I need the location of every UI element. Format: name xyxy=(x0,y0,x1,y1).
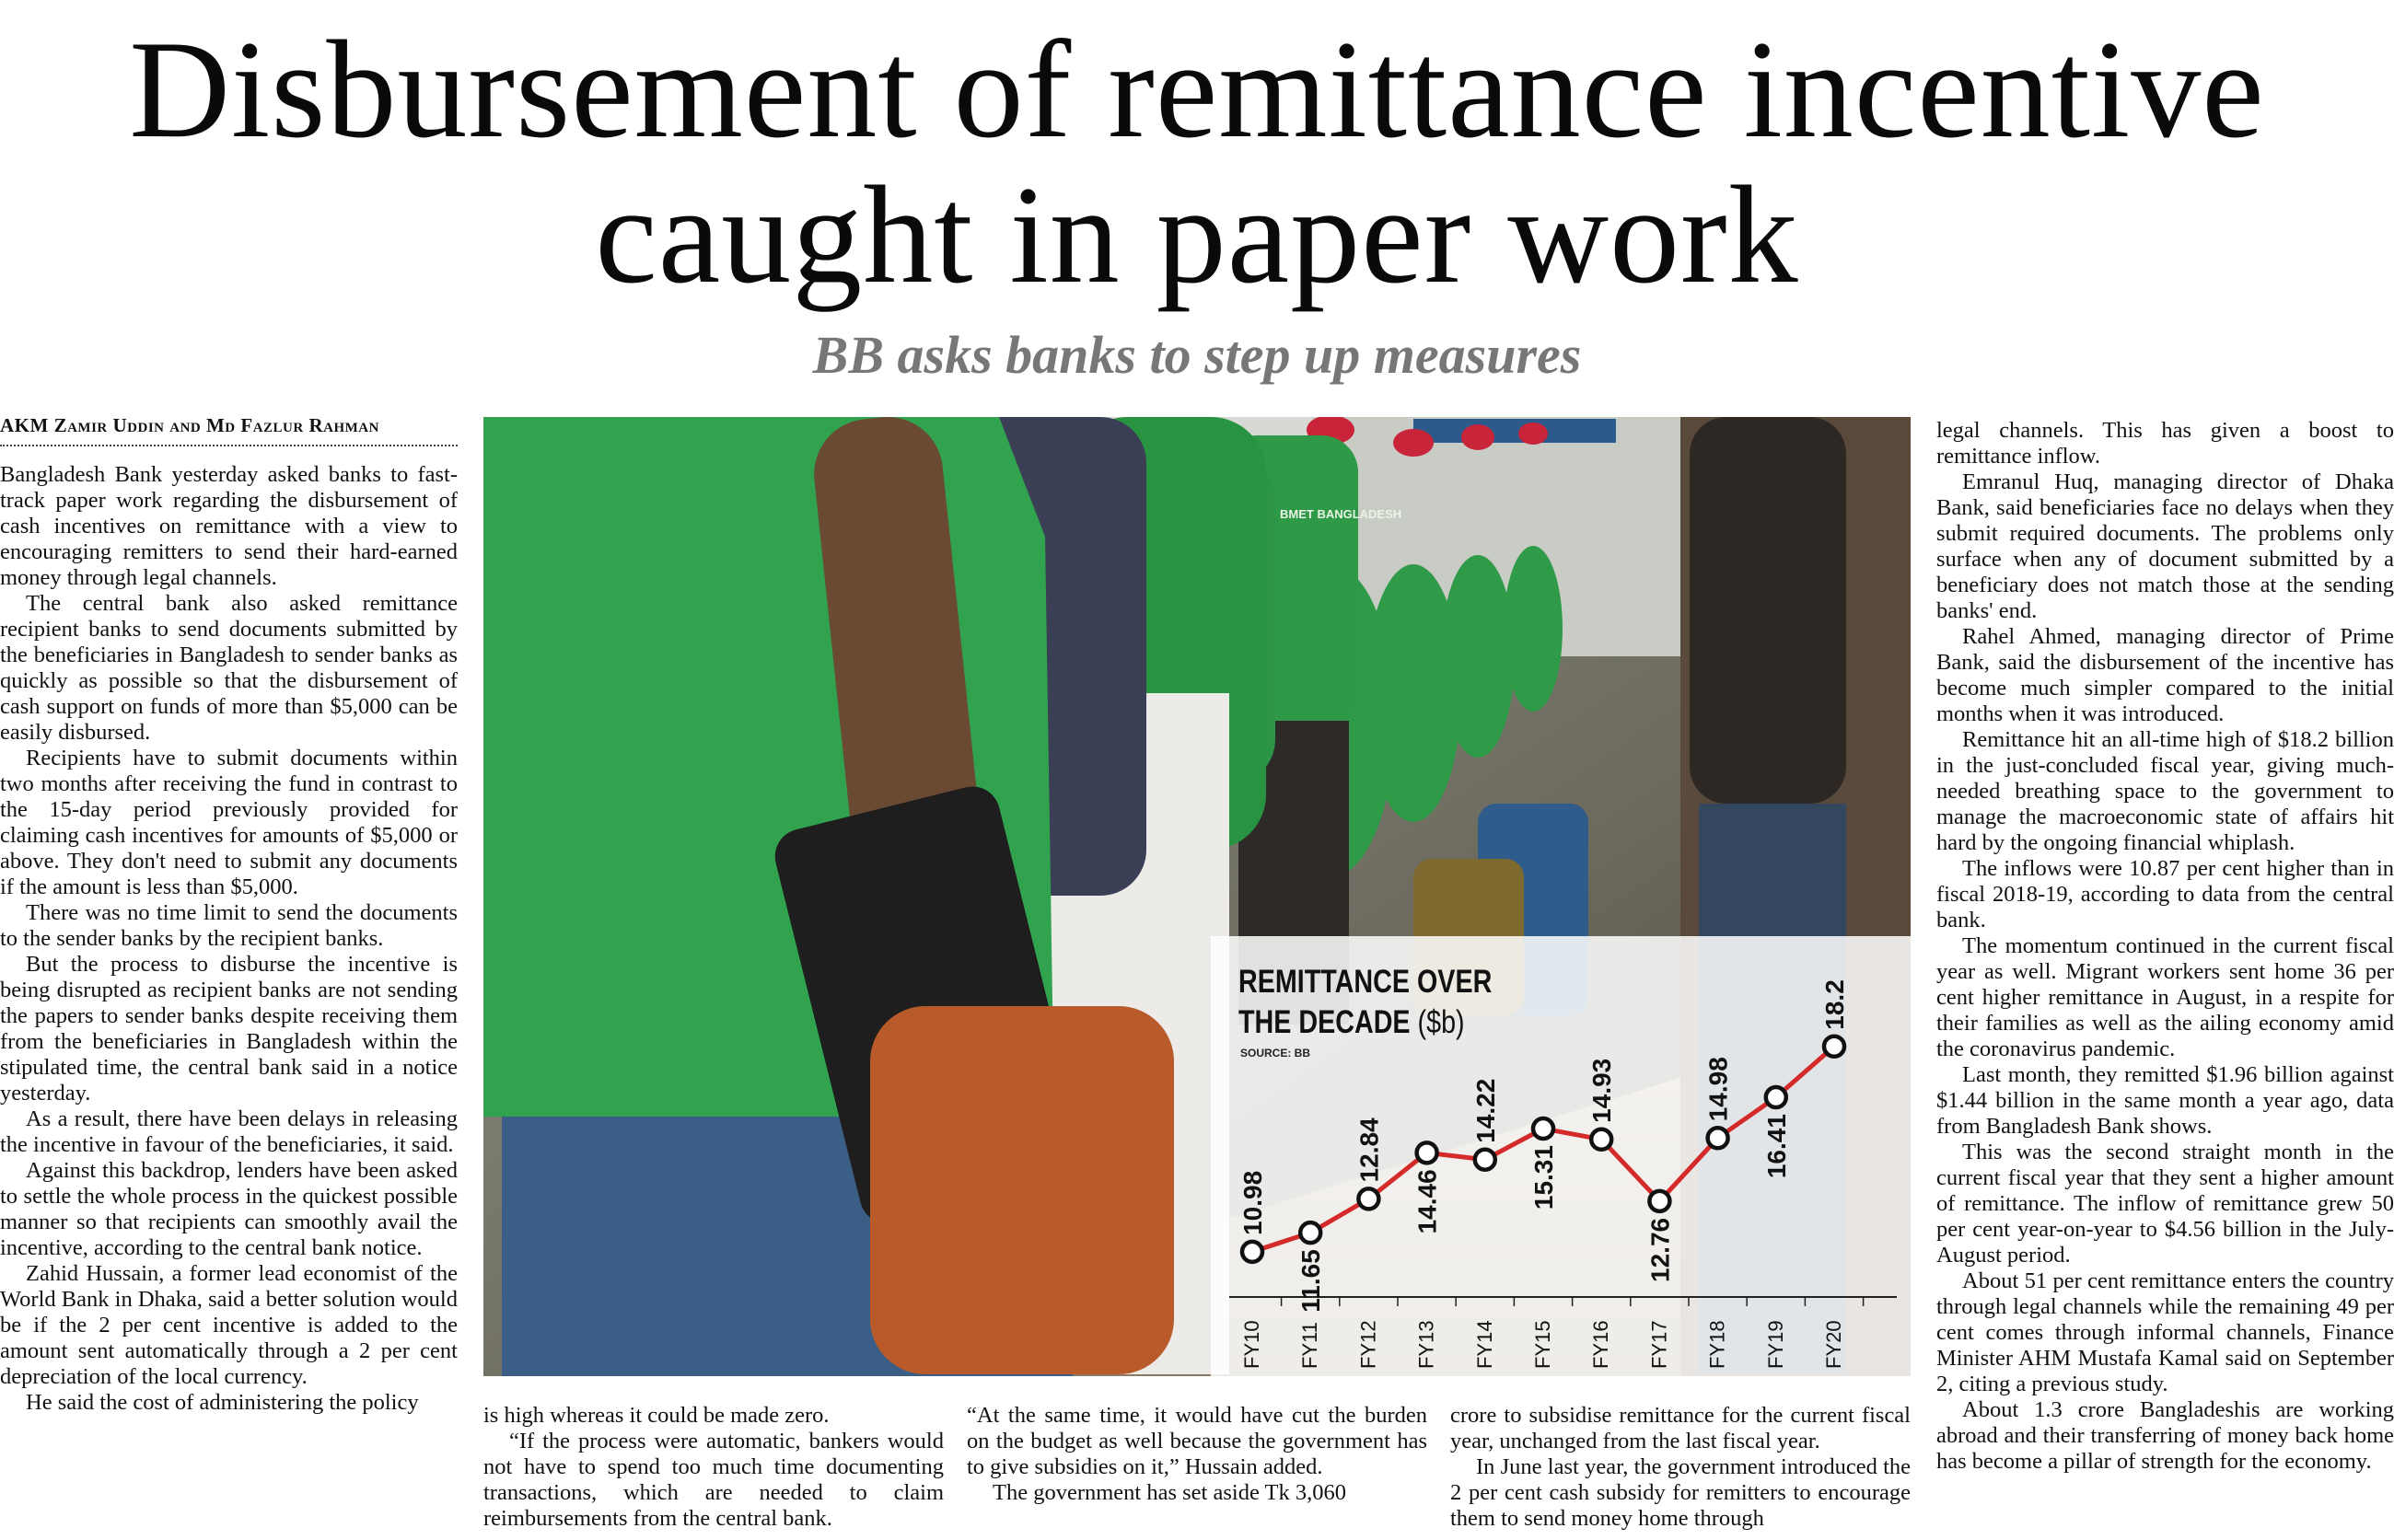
x-tick-label: FY16 xyxy=(1589,1320,1613,1369)
article-paragraph: Rahel Ahmed, managing director of Prime Bank, said the disbursement of the incentive has become much simpler compared to the initial months when it was introduced. xyxy=(1936,624,2394,726)
data-point xyxy=(1417,1142,1437,1163)
subheadline: BB asks banks to step up measures xyxy=(812,325,1582,385)
article-paragraph: is high whereas it could be made zero. xyxy=(483,1403,830,1428)
data-label: 18.2 xyxy=(1820,979,1849,1030)
data-label: 11.65 xyxy=(1296,1249,1326,1313)
data-point xyxy=(1533,1118,1553,1139)
article-paragraph: Recipients have to submit documents within two months after receiving the fund in contrast to the 15-day period previously provided for claiming cash incentives for amounts of $5,000 or above. They don't need to submit any documents if the amount is less than $5,000. xyxy=(0,746,458,899)
data-point xyxy=(1358,1188,1378,1209)
data-point xyxy=(1242,1242,1262,1262)
data-label: 14.93 xyxy=(1587,1058,1617,1123)
article-paragraph: Last month, they remitted $1.96 billion against $1.44 billion in the same month a year ago, data from Bangladesh Bank shows. xyxy=(1936,1062,2394,1139)
article-paragraph: crore to subsidise remittance for the current fiscal year, unchanged from the last fiscal year. xyxy=(1450,1403,1911,1453)
data-point xyxy=(1708,1128,1728,1148)
article-paragraph: legal channels. This has given a boost to remittance inflow. xyxy=(1936,418,2394,469)
x-tick-label: FY17 xyxy=(1647,1320,1671,1369)
article-paragraph: Remittance hit an all-time high of $18.2 billion in the just-concluded fiscal year, giving much-needed breathing space to the government to manage the macroeconomic state of affairs hit hard by the ongoing financial whiplash. xyxy=(1936,727,2394,855)
article-paragraph: About 1.3 crore Bangladeshis are working abroad and their transferring of money back home has become a pillar of strength for the economy. xyxy=(1936,1397,2394,1474)
article-paragraph: He said the cost of administering the policy xyxy=(26,1390,419,1415)
article-paragraph: This was the second straight month in the current fiscal year that they sent a higher amount of remittance. The inflow of remittance grew 50 per cent year-on-year to $4.56 billion in the July-August period. xyxy=(1936,1140,2394,1268)
article-paragraph: The momentum continued in the current fiscal year as well. Migrant workers sent home 36 per cent higher remittance in August, in a respite for their families as well as the ailing economy amid the coronavirus pandemic. xyxy=(1936,933,2394,1061)
data-label: 14.46 xyxy=(1412,1169,1442,1234)
data-point xyxy=(1475,1150,1495,1170)
article-paragraph: “If the process were automatic, bankers would not have to spend too much time documenting transactions, which are needed to claim reimbursements from the central bank. xyxy=(483,1429,944,1531)
x-tick-label: FY19 xyxy=(1763,1320,1787,1369)
article-paragraph: Zahid Hussain, a former lead economist of the World Bank in Dhaka, said a better solution would be if the 2 per cent incentive is added to the amount sent automatically through a 2 per cent depreciation of the local currency. xyxy=(0,1261,458,1389)
data-label: 16.41 xyxy=(1761,1114,1791,1179)
article-paragraph: Emranul Huq, managing director of Dhaka Bank, said beneficiaries face no delays when they submit required documents. The problems only surface when any of document submitted by a beneficiary does not match those at the sending banks' end. xyxy=(1936,469,2394,623)
x-tick-label: FY18 xyxy=(1705,1320,1729,1369)
x-tick-label: FY10 xyxy=(1240,1320,1263,1369)
data-label: 14.22 xyxy=(1470,1078,1500,1143)
headline-line-2: caught in paper work xyxy=(595,157,1799,312)
article-column-5 xyxy=(1936,418,2394,1475)
x-tick-label: FY20 xyxy=(1822,1320,1845,1369)
article-paragraph: About 51 per cent remittance enters the country through legal channels while the remaining 49 per cent comes through informal channels, Finance Minister AHM Mustafa Kamal said on September 2, citing a previous study. xyxy=(1936,1268,2394,1396)
data-label: 12.76 xyxy=(1645,1217,1675,1282)
article-paragraph: Bangladesh Bank yesterday asked banks to fast-track paper work regarding the disbursement of cash incentives on remittance with a view to encouraging remitters to send their hard-earned money through legal channels. xyxy=(0,462,458,590)
article-paragraph: As a result, there have been delays in releasing the incentive in favour of the beneficiaries, it said. xyxy=(0,1106,458,1157)
data-label: 10.98 xyxy=(1238,1170,1267,1235)
chart-unit: ($b) xyxy=(1417,1004,1465,1040)
remittance-line-chart xyxy=(1211,936,1911,1376)
chart-source: SOURCE: BB xyxy=(1240,1047,1311,1059)
x-tick-label: FY13 xyxy=(1414,1320,1438,1369)
data-label: 14.98 xyxy=(1703,1057,1733,1122)
data-point xyxy=(1649,1191,1669,1211)
article-paragraph: There was no time limit to send the documents to the sender banks by the recipient banks. xyxy=(0,900,458,951)
article-paragraph: The central bank also asked remittance recipient banks to send documents submitted by the beneficiaries in Bangladesh to sender banks as quickly as possible so that the disbursement of cash support on funds of more than $5,000 can be easily disbursed. xyxy=(0,591,458,745)
article-paragraph: The government has set aside Tk 3,060 xyxy=(993,1480,1346,1505)
article-paragraph: But the process to disburse the incentive is being disrupted as recipient banks are not sending the papers to sender banks despite receiving them from the beneficiaries in Bangladesh within the stipulated time, the central bank said in a notice yesterday. xyxy=(0,952,458,1106)
headline-line-1: Disbursement of remittance incentive xyxy=(129,12,2265,167)
chart-title-line-1: REMITTANCE OVER xyxy=(1238,964,1493,1000)
data-point xyxy=(1300,1222,1320,1243)
article-paragraph: “At the same time, it would have cut the burden on the budget as well because the government has to give subsidies on it,” Hussain added. xyxy=(967,1403,1427,1479)
byline: AKM Zamir Uddin and Md Fazlur Rahman xyxy=(0,414,458,446)
article-column-2 xyxy=(483,1403,944,1532)
data-label: 12.84 xyxy=(1354,1117,1384,1183)
data-label: 15.31 xyxy=(1529,1145,1558,1210)
article-paragraph: The inflows were 10.87 per cent higher than in fiscal 2018-19, according to data from the central bank. xyxy=(1936,856,2394,932)
headline xyxy=(0,12,2394,312)
article-paragraph: In June last year, the government introduced the 2 per cent cash subsidy for remitters to encourage them to send money home through xyxy=(1450,1454,1911,1531)
x-tick-label: FY15 xyxy=(1531,1320,1554,1369)
x-tick-label: FY11 xyxy=(1298,1322,1322,1369)
article-column-4 xyxy=(1450,1403,1911,1532)
data-point xyxy=(1824,1036,1844,1057)
shirt-print: BMET BANGLADESH xyxy=(1280,507,1402,521)
x-tick-label: FY12 xyxy=(1356,1320,1380,1369)
article-paragraph: Against this backdrop, lenders have been asked to settle the whole process in the quickest possible manner so that recipients can smoothly avail the incentive, according to the central bank notice. xyxy=(0,1158,458,1260)
chart-title-line-2: THE DECADE xyxy=(1238,1004,1411,1040)
x-tick-label: FY14 xyxy=(1472,1320,1496,1369)
article-column-3 xyxy=(967,1403,1427,1506)
data-point xyxy=(1591,1129,1611,1150)
data-point xyxy=(1766,1087,1786,1107)
article-column-1 xyxy=(0,462,458,1416)
